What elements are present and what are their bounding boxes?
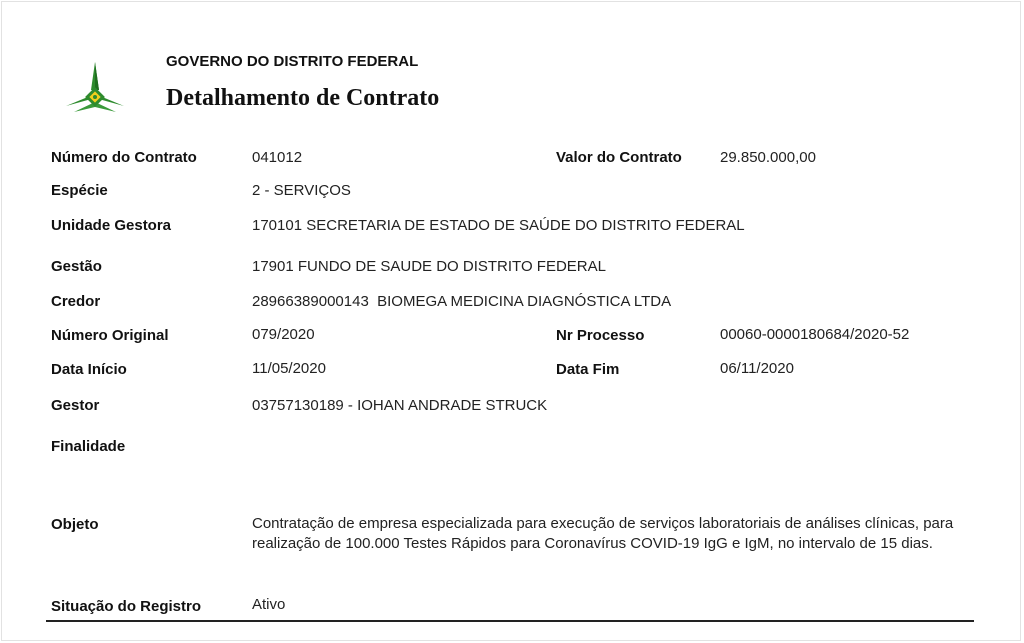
gdf-coat-of-arms-icon	[64, 60, 126, 120]
finalidade-label: Finalidade	[51, 438, 126, 455]
data-inicio-value: 11/05/2020	[252, 360, 326, 377]
situacao-registro-label: Situação do Registro	[51, 598, 202, 615]
numero-original-value: 079/2020	[252, 326, 315, 343]
data-fim-label: Data Fim	[556, 361, 620, 378]
nr-processo-label: Nr Processo	[556, 327, 645, 344]
unidade-gestora-label: Unidade Gestora	[51, 217, 172, 234]
especie-value: 2 - SERVIÇOS	[252, 182, 351, 199]
situacao-registro-value: Ativo	[252, 596, 286, 613]
gestor-label: Gestor	[51, 397, 100, 414]
objeto-value: Contratação de empresa especializada para execução de serviços laboratoriais de análises clínicas, para realização de 100.000 Testes Rápidos para Coronavírus COVID-19 IgG e IgM, no intervalo de 15 dias.	[252, 515, 954, 552]
numero-contrato-value: 041012	[252, 149, 303, 166]
org-name: GOVERNO DO DISTRITO FEDERAL	[166, 53, 419, 70]
objeto-label: Objeto	[51, 516, 99, 533]
credor-value: 28966389000143 BIOMEGA MEDICINA DIAGNÓSTICA LTDA	[252, 293, 672, 310]
credor-label: Credor	[51, 293, 101, 310]
page-title: Detalhamento de Contrato	[166, 85, 440, 111]
valor-contrato-label: Valor do Contrato	[556, 149, 682, 166]
valor-contrato-value: 29.850.000,00	[720, 149, 816, 166]
unidade-gestora-value: 170101 SECRETARIA DE ESTADO DE SAÚDE DO DISTRITO FEDERAL	[252, 217, 745, 234]
especie-label: Espécie	[51, 182, 108, 199]
bottom-divider	[46, 620, 974, 622]
data-fim-value: 06/11/2020	[720, 360, 794, 377]
data-inicio-label: Data Início	[51, 361, 127, 378]
gestao-label: Gestão	[51, 258, 102, 275]
numero-contrato-label: Número do Contrato	[51, 149, 197, 166]
gestor-value: 03757130189 - IOHAN ANDRADE STRUCK	[252, 397, 548, 414]
numero-original-label: Número Original	[51, 327, 169, 344]
nr-processo-value: 00060-0000180684/2020-52	[720, 326, 910, 343]
gestao-value: 17901 FUNDO DE SAUDE DO DISTRITO FEDERAL	[252, 258, 606, 275]
